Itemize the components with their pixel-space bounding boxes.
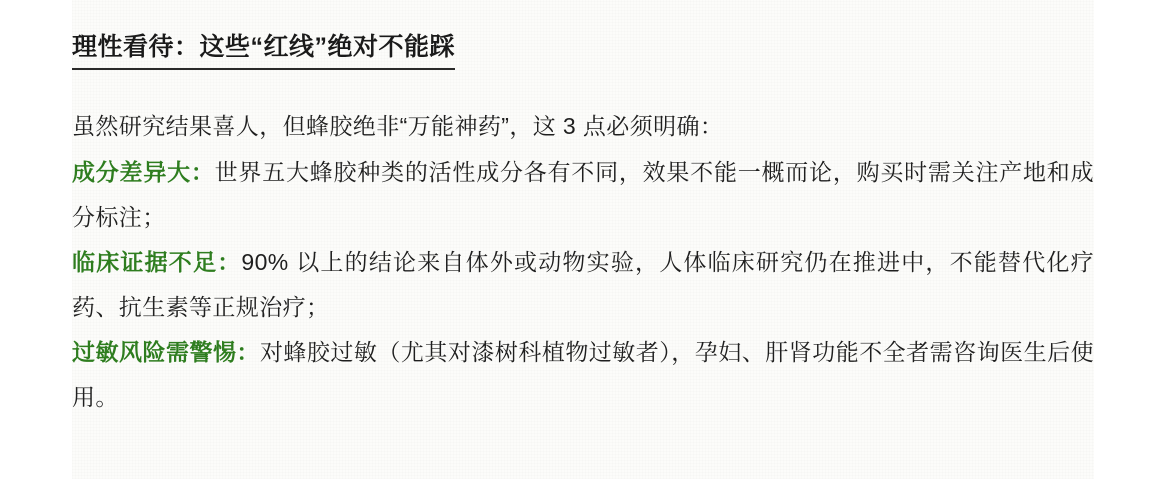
point-text: 对蜂胶过敏（尤其对漆树科植物过敏者），孕妇、肝肾功能不全者需咨询医生后使用。 — [72, 339, 1095, 410]
point-item — [72, 240, 1094, 330]
page-title: 理性看待：这些“红线”绝对不能踩 — [72, 30, 455, 70]
point-label: 临床证据不足： — [72, 249, 242, 275]
point-label: 过敏风险需警惕： — [72, 339, 260, 365]
point-label: 成分差异大： — [72, 159, 215, 185]
point-item — [72, 330, 1094, 420]
point-text: 90% 以上的结论来自体外或动物实验，人体临床研究仍在推进中，不能替代化疗药、抗生素等正规治疗； — [72, 249, 1094, 320]
article-content — [72, 0, 1094, 479]
point-item — [72, 150, 1094, 240]
lead-paragraph: 虽然研究结果喜人，但蜂胶绝非“万能神药”，这 3 点必须明确： — [72, 113, 724, 139]
point-text: 世界五大蜂胶种类的活性成分各有不同，效果不能一概而论，购买时需关注产地和成分标注； — [72, 159, 1094, 230]
